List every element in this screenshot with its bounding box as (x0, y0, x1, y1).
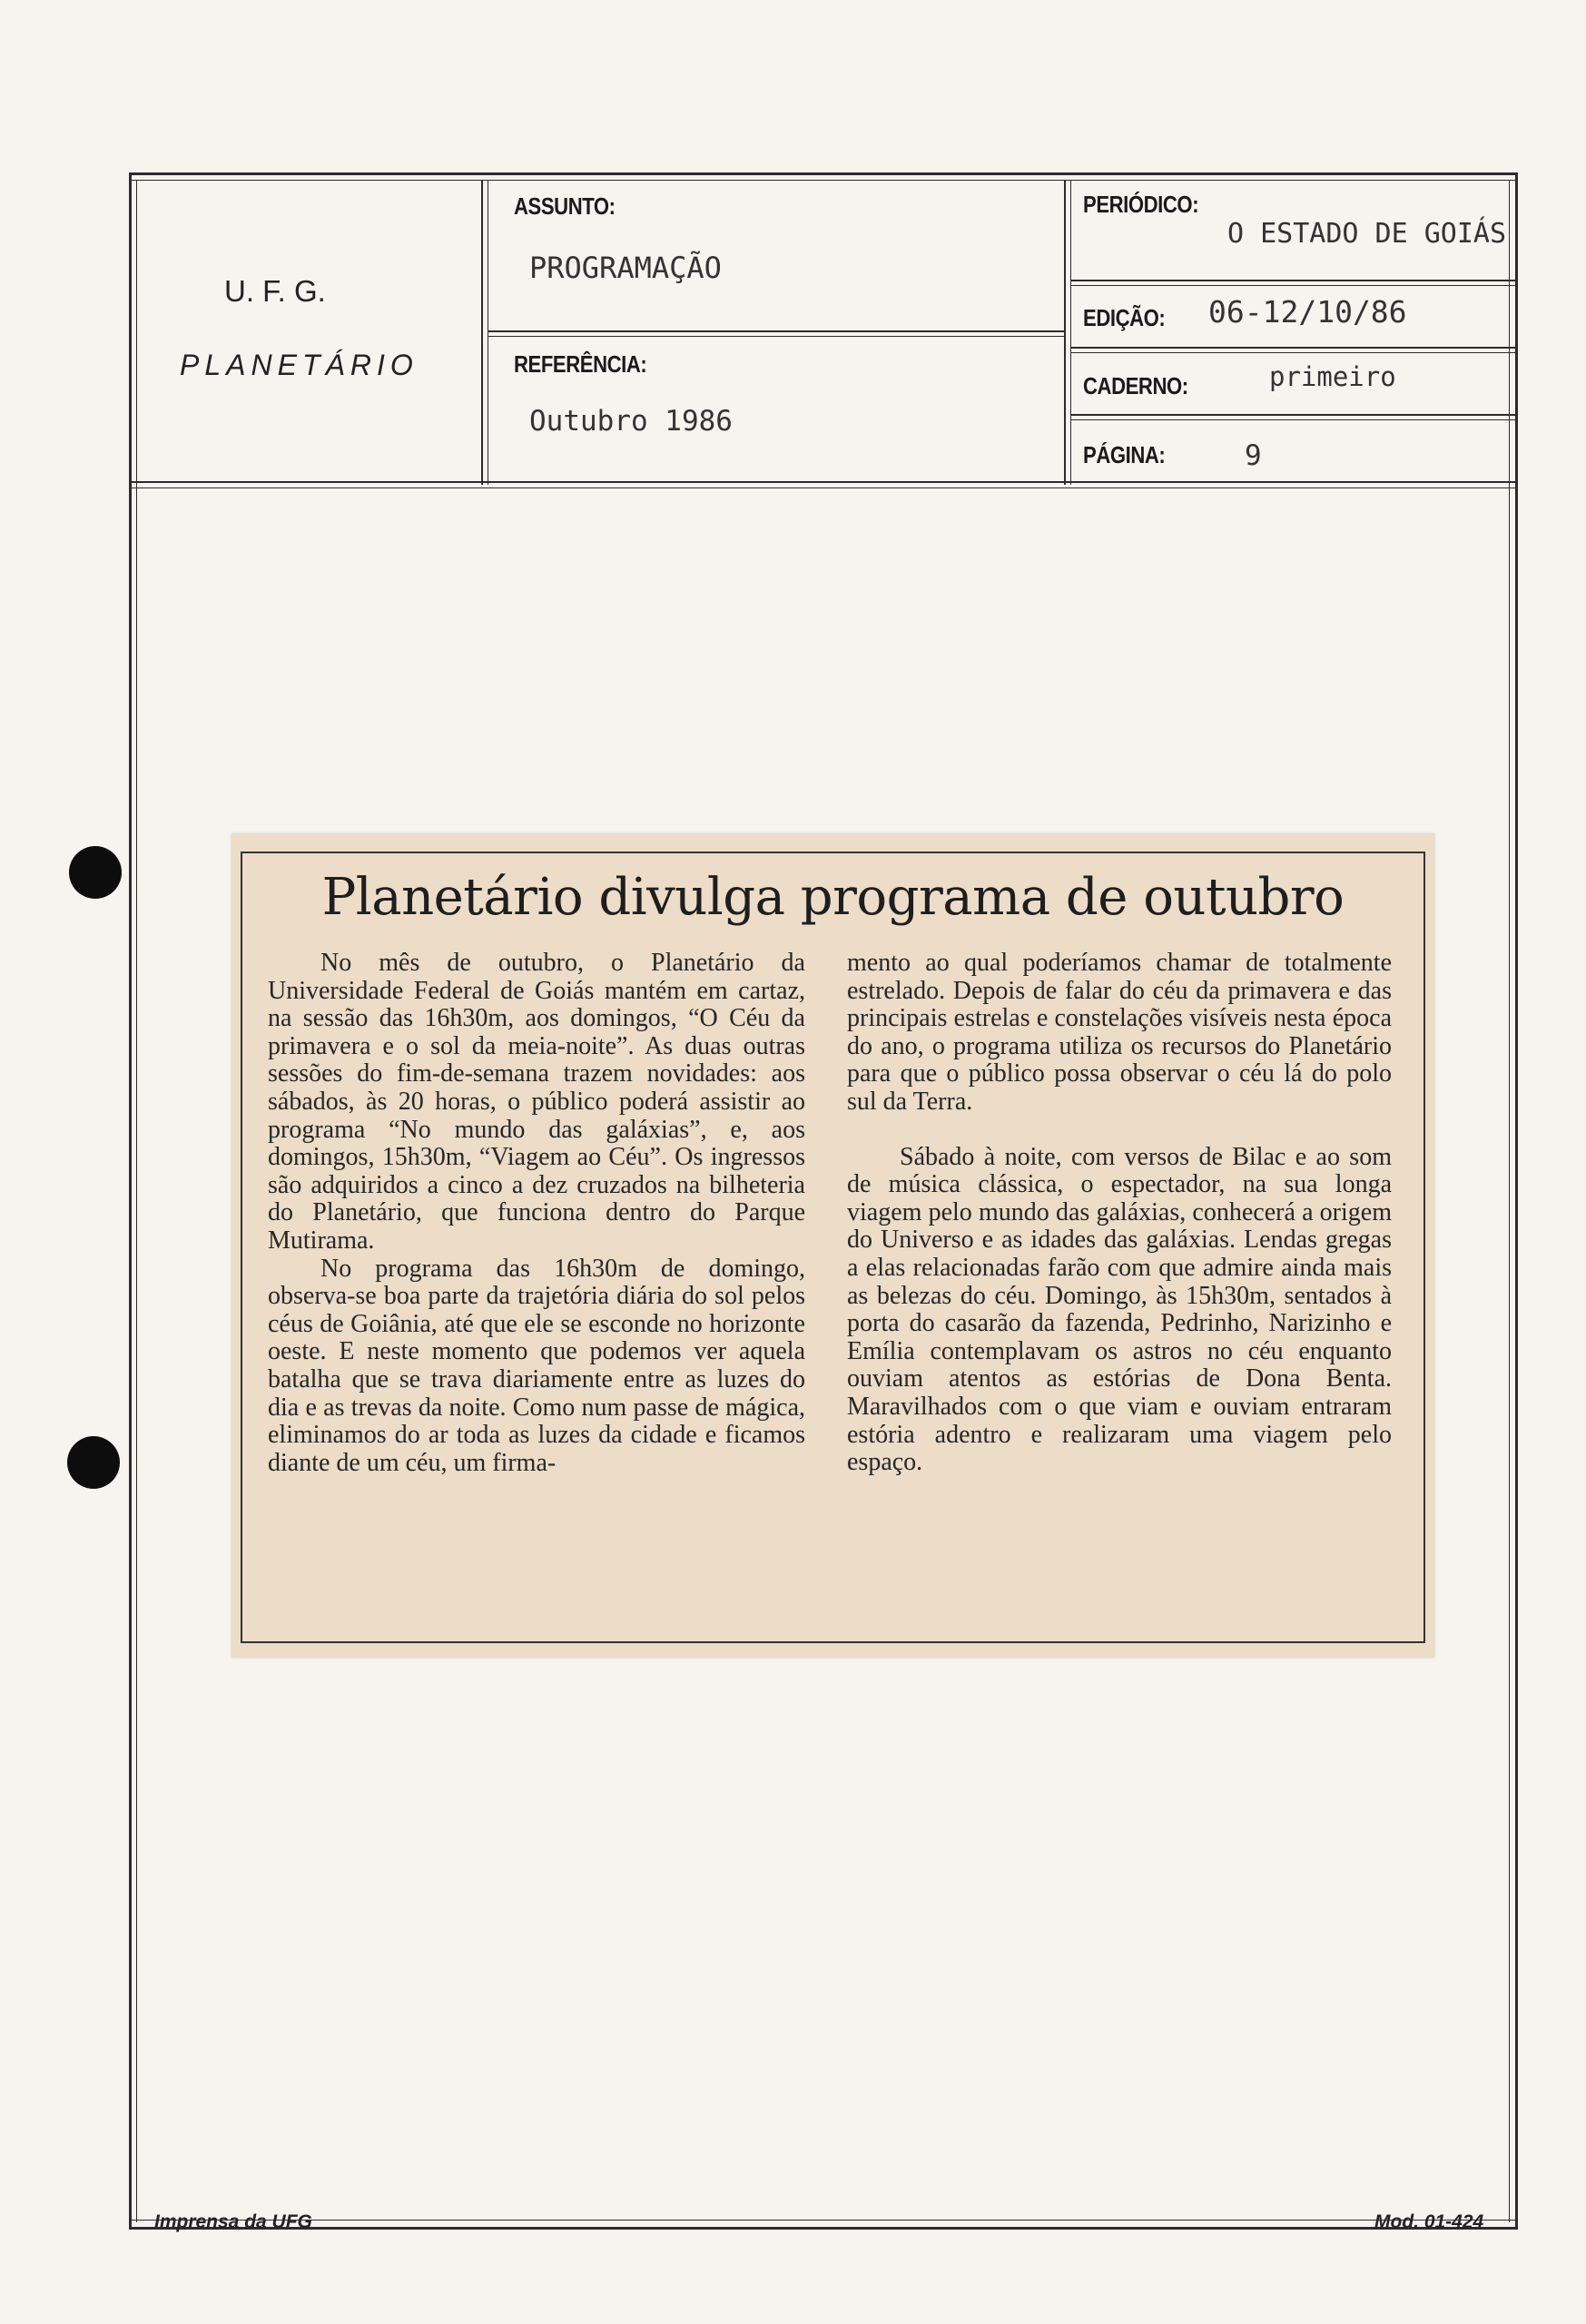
assunto-value: PROGRAMAÇÃO (529, 251, 722, 285)
punch-hole-bottom (67, 1436, 120, 1489)
referencia-value: Outubro 1986 (529, 405, 733, 438)
article-paragraph: mento ao qual poderíamos chamar de totalmente estrelado. Depois de falar do céu da primavera e das principais estrelas e constelações visíveis nesta época do ano, o programa utiliza os recursos do Planetário para que o público possa observar o céu lá do polo sul da Terra. (847, 949, 1392, 1116)
periodico-value: O ESTADO DE GOIÁS (1227, 218, 1507, 250)
article-paragraph: Sábado à noite, com versos de Bilac e ao som de música clássica, o espectador, na sua longa viagem pelo mundo das galáxias, conhecerá a origem do Universo e as idades das galáxias. Lendas gregas a elas relacionadas farão com que admire ainda mais as belezas do céu. Domingo, às 15h30m, sentados à porta do casarão da fazenda, Pedrinho, Narizinho e Emília contemplavam os astros no céu enquanto ouviam atentos as estórias de Dona Benta. Maravilhados com o que viam e ouviam entraram estória adentro e realizaram uma viagem pelo espaço. (847, 1142, 1392, 1477)
caderno-value: primeiro (1269, 361, 1396, 392)
newspaper-clipping (231, 833, 1434, 1658)
punch-hole-top (69, 846, 122, 899)
pagina-value: 9 (1245, 439, 1262, 472)
referencia-label: REFERÊNCIA: (514, 350, 647, 378)
article-headline: Planetário divulga programa de outubro (321, 868, 1345, 927)
footer-printer: Imprensa da UFG (154, 2211, 312, 2232)
footer-form-code: Mod. 01-424 (1374, 2211, 1484, 2232)
institution-name: U. F. G. (224, 274, 326, 308)
caderno-label: CADERNO: (1083, 372, 1188, 399)
pagina-label: PÁGINA: (1083, 441, 1166, 468)
periodico-label: PERIÓDICO: (1083, 191, 1199, 218)
edicao-value: 06-12/10/86 (1208, 294, 1407, 330)
article-right-column (847, 950, 1392, 1477)
department-name: PLANETÁRIO (180, 349, 419, 381)
edicao-label: EDIÇÃO: (1083, 304, 1166, 331)
assunto-label: ASSUNTO: (514, 192, 616, 220)
article-paragraph: No programa das 16h30m de domingo, observa-se boa parte da trajetória diária do sol pelos céus de Goiânia, até que ele se esconde no horizonte oeste. E neste momento que podemos ver aquela batalha que se trava diariamente entre as luzes do dia e as trevas da noite. Como num passe de mágica, eliminamos do ar toda as luzes da cidade e ficamos diante de um céu, um firma- (268, 1254, 805, 1477)
article-left-column (268, 950, 805, 1477)
article-paragraph: No mês de outubro, o Planetário da Universidade Federal de Goiás mantém em cartaz, na sessão das 16h30m, aos domingos, “O Céu da primavera e o sol da meia-noite”. As duas outras sessões do fim-de-semana trazem novidades: aos sábados, às 20 horas, o público poderá assistir ao programa “No mundo das galáxias”, e, aos domingos, 15h30m, “Viagem ao Céu”. Os ingressos são adquiridos a cinco a dez cruzados na bilheteria do Planetário, que funciona dentro do Parque Mutirama. (268, 949, 805, 1255)
